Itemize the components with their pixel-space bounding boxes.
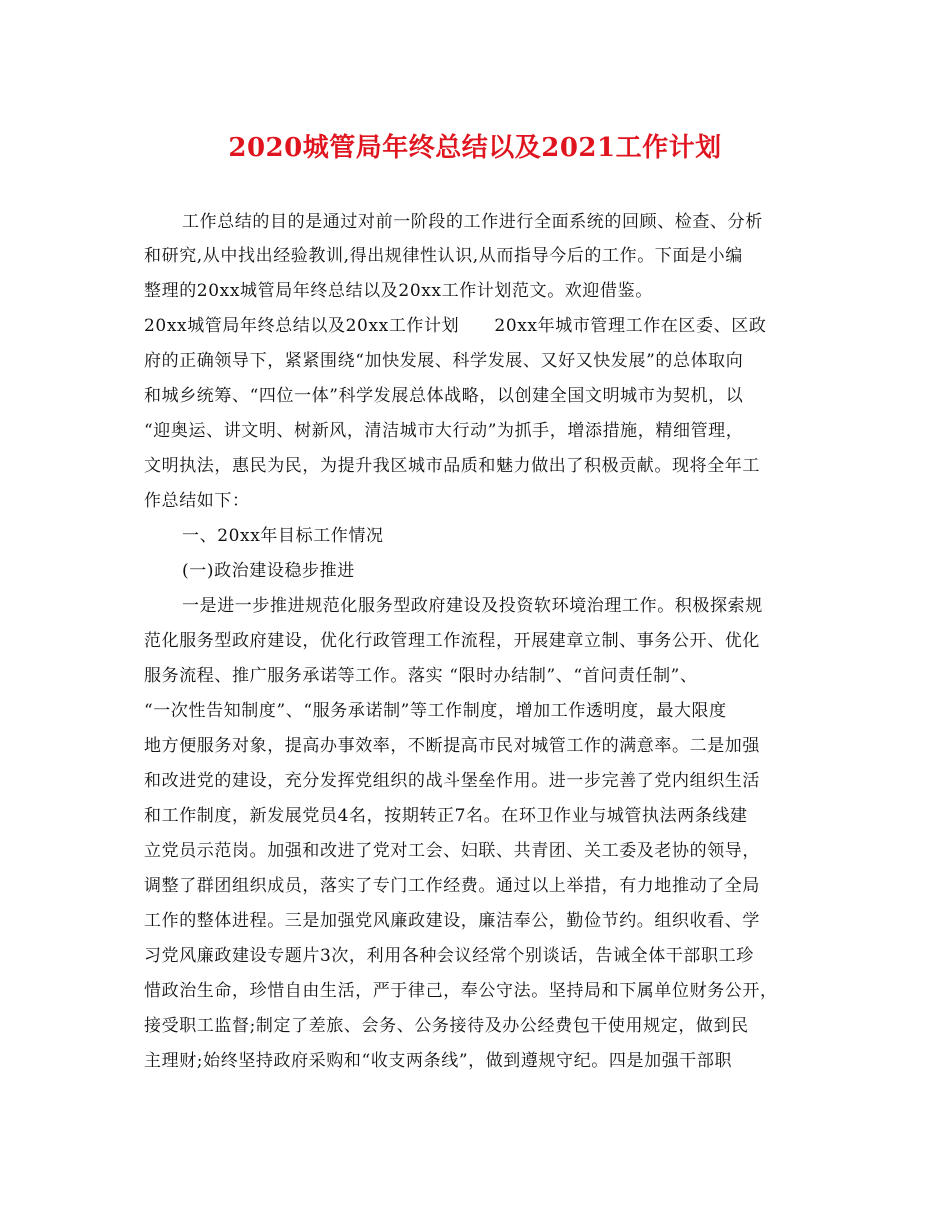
paragraph-line: 和改进党的建设，充分发挥党组织的战斗堡垒作用。进一步完善了党内组织生活 — [144, 771, 760, 791]
paragraph-line: 地方便服务对象，提高办事效率，不断提高市民对城管工作的满意率。二是加强 — [144, 736, 760, 756]
subsection-heading: (一)政治建设稳步推进 — [182, 561, 355, 581]
paragraph-line: 和工作制度，新发展党员4名，按期转正7名。在环卫作业与城管执法两条线建 — [144, 806, 748, 826]
paragraph-line: 整理的20xx城管局年终总结以及20xx工作计划范文。欢迎借鉴。 — [144, 281, 653, 301]
paragraph-line: 工作总结的目的是通过对前一阶段的工作进行全面系统的回顾、检查、分析 — [182, 212, 763, 232]
paragraph-line: 惜政治生命，珍惜自由生活，严于律己，奉公守法。坚持局和下属单位财务公开， — [144, 981, 778, 1001]
paragraph-line: “一次性告知制度”、“服务承诺制”等工作制度，增加工作透明度，最大限度 — [144, 701, 727, 721]
paragraph-line: 服务流程、推广服务承诺等工作。落实 “限时办结制”、“首问责任制”、 — [144, 666, 698, 686]
paragraph-line: 主理财;始终坚持政府采购和“收支两条线”，做到遵规守纪。四是加强干部职 — [144, 1051, 733, 1071]
paragraph-line: 和城乡统筹、“四位一体”科学发展总体战略，以创建全国文明城市为契机，以 — [144, 386, 744, 406]
paragraph-line: 一是进一步推进规范化服务型政府建设及投资软环境治理工作。积极探索规 — [182, 596, 763, 616]
paragraph-line: 范化服务型政府建设，优化行政管理工作流程，开展建章立制、事务公开、优化 — [144, 631, 760, 651]
paragraph-line: 调整了群团组织成员，落实了专门工作经费。通过以上举措，有力地推动了全局 — [144, 876, 760, 896]
paragraph-line: 工作的整体进程。三是加强党风廉政建设，廉洁奉公，勤俭节约。组织收看、学 — [144, 911, 760, 931]
paragraph-line: 立党员示范岗。加强和改进了党对工会、妇联、共青团、关工委及老协的领导， — [144, 841, 760, 861]
paragraph-line: 府的正确领导下，紧紧围绕“加快发展、科学发展、又好又快发展”的总体取向 — [144, 351, 744, 371]
paragraph-line: 接受职工监督;制定了差旅、会务、公务接待及办公经费包干使用规定，做到民 — [144, 1016, 749, 1036]
paragraph-line: 文明执法，惠民为民，为提升我区城市品质和魅力做出了积极贡献。现将全年工 — [144, 456, 760, 476]
paragraph-line: 20xx城管局年终总结以及20xx工作计划 20xx年城市管理工作在区委、区政 — [144, 316, 767, 336]
paragraph-line: 作总结如下： — [144, 491, 250, 511]
paragraph-line: 和研究,从中找出经验教训,得出规律性认识,从而指导今后的工作。下面是小编 — [144, 246, 743, 266]
paragraph-line: 习党风廉政建设专题片3次，利用各种会议经常个别谈话，告诫全体干部职工珍 — [144, 946, 754, 966]
paragraph-line: “迎奥运、讲文明、树新风，清洁城市大行动”为抓手，增添措施，精细管理， — [144, 421, 744, 441]
section-heading: 一、20xx年目标工作情况 — [182, 526, 384, 546]
document-title: 2020城管局年终总结以及2021工作计划 — [228, 133, 722, 163]
